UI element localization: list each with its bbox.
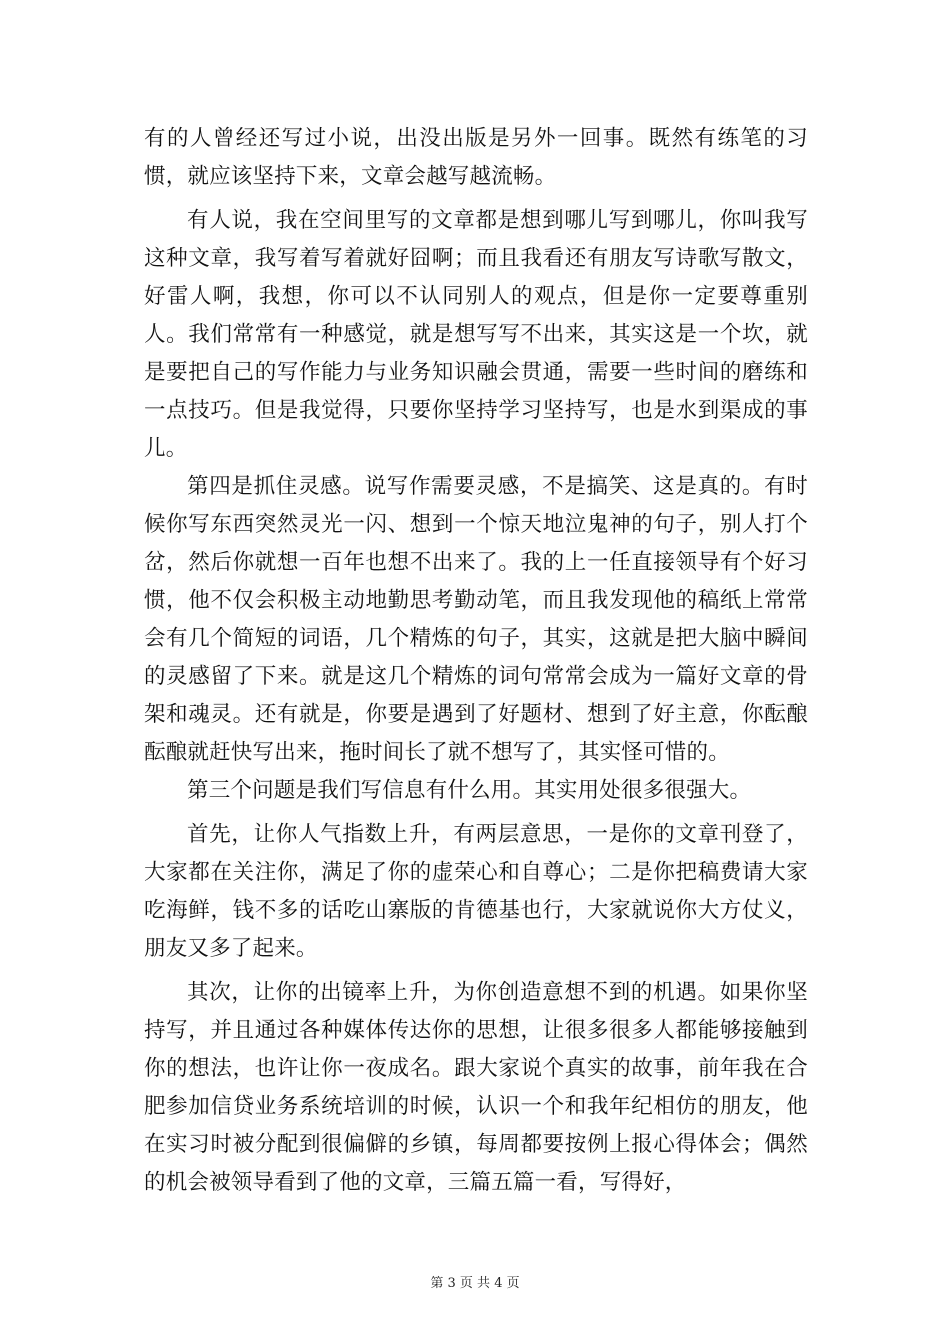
paragraph-inspiration: 第四是抓住灵感。说写作需要灵感，不是搞笑、这是真的。有时候你写东西突然灵光一闪、想到一个惊天地泣鬼神的句子，别人打个岔，然后你就想一百年也想不出来了。我的上一任直接领导有个好习惯，他不仅会积极主动地勤思考勤动笔，而且我发现他的稿纸上常常会有几个简短的词语，几个精炼的句子，其实，这就是把大脑中瞬间的灵感留了下来。就是这几个精炼的词句常常会成为一篇好文章的骨架和魂灵。还有就是，你要是遇到了好题材、想到了好主意，你酝酿酝酿就赶快写出来，拖时间长了就不想写了，其实怪可惜的。 xyxy=(144,474,808,765)
paragraph-second-benefit: 其次，让你的出镜率上升，为你创造意想不到的机遇。如果你坚持写，并且通过各种媒体传达你的思想，让很多很多人都能够接触到你的想法，也许让你一夜成名。跟大家说个真实的故事，前年我在合肥参加信贷业务系统培训的时候，认识一个和我年纪相仿的朋友，他在实习时被分配到很偏僻的乡镇，每周都要按例上报心得体会；偶然的机会被领导看到了他的文章，三篇五篇一看，写得好， xyxy=(144,980,808,1195)
paragraph-continuation: 有的人曾经还写过小说，出没出版是另外一回事。既然有练笔的习惯，就应该坚持下来，文章会越写越流畅。 xyxy=(144,126,808,189)
paragraph-third-question: 第三个问题是我们写信息有什么用。其实用处很多很强大。 xyxy=(187,778,752,803)
paragraph-writing-style: 有人说，我在空间里写的文章都是想到哪儿写到哪儿，你叫我写这种文章，我写着写着就好囧啊；而且我看还有朋友写诗歌写散文，好雷人啊，我想，你可以不认同别人的观点，但是你一定要尊重别人。我们常常有一种感觉，就是想写写不出来，其实这是一个坎，就是要把自己的写作能力与业务知识融会贯通，需要一些时间的磨练和一点技巧。但是我觉得，只要你坚持学习坚持写，也是水到渠成的事儿。 xyxy=(144,208,808,461)
document-body xyxy=(144,120,808,1202)
paragraph-first-benefit: 首先，让你人气指数上升，有两层意思，一是你的文章刊登了，大家都在关注你，满足了你的虚荣心和自尊心；二是你把稿费请大家吃海鲜，钱不多的话吃山寨版的肯德基也行，大家就说你大方仗义，朋友又多了起来。 xyxy=(144,822,808,961)
page-number-footer: 第 3 页 共 4 页 xyxy=(430,1276,520,1291)
